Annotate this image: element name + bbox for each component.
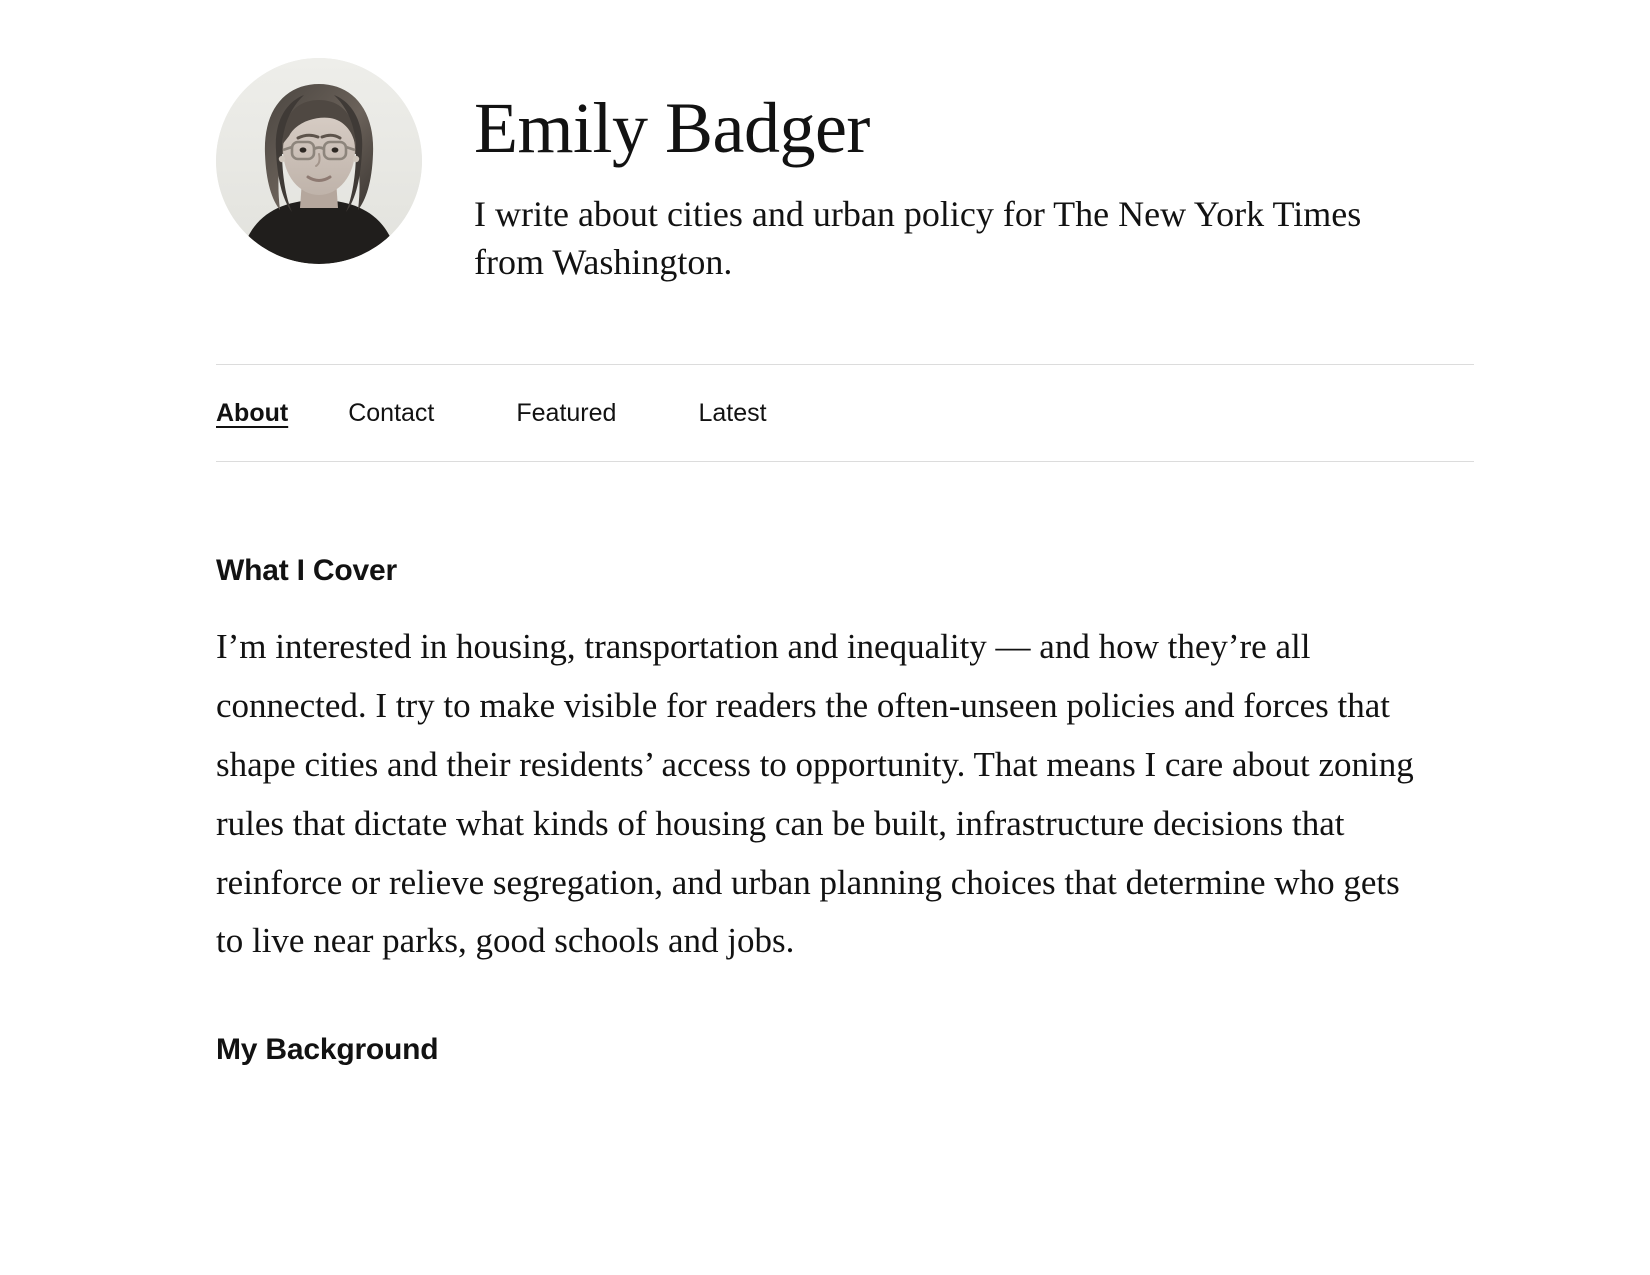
nav-item-latest[interactable]: Latest [698, 398, 767, 427]
main-nav [216, 365, 1474, 461]
section-what-i-cover [216, 554, 1474, 971]
nav-item-contact[interactable]: Contact [348, 398, 435, 427]
header-text [474, 58, 1434, 286]
nav-item-featured[interactable]: Featured [516, 398, 617, 427]
section-heading-what-i-cover: What I Cover [216, 554, 397, 588]
section-paragraph-what-i-cover: I’m interested in housing, transportation and inequality — and how they’re all connected. I try to make visible for readers the often-unseen policies and forces that shape cities and their residents’ access to opportunity. That means I care about zoning rules that dictate what kinds of housing can be built, infrastructure decisions that reinforce or relieve segregation, and urban planning choices that determine who gets to live near parks, good schools and jobs. [216, 627, 1414, 961]
section-heading-my-background: My Background [216, 1033, 439, 1067]
avatar [216, 58, 422, 264]
section-my-background [216, 1033, 1474, 1067]
content-column [216, 0, 1474, 1067]
profile-tagline: I write about cities and urban policy for The New York Times from Washington. [474, 194, 1362, 283]
page-title: Emily Badger [474, 88, 870, 168]
divider-below-nav [216, 461, 1474, 462]
nav-item-about[interactable]: About [216, 398, 289, 427]
profile-header [216, 0, 1474, 286]
